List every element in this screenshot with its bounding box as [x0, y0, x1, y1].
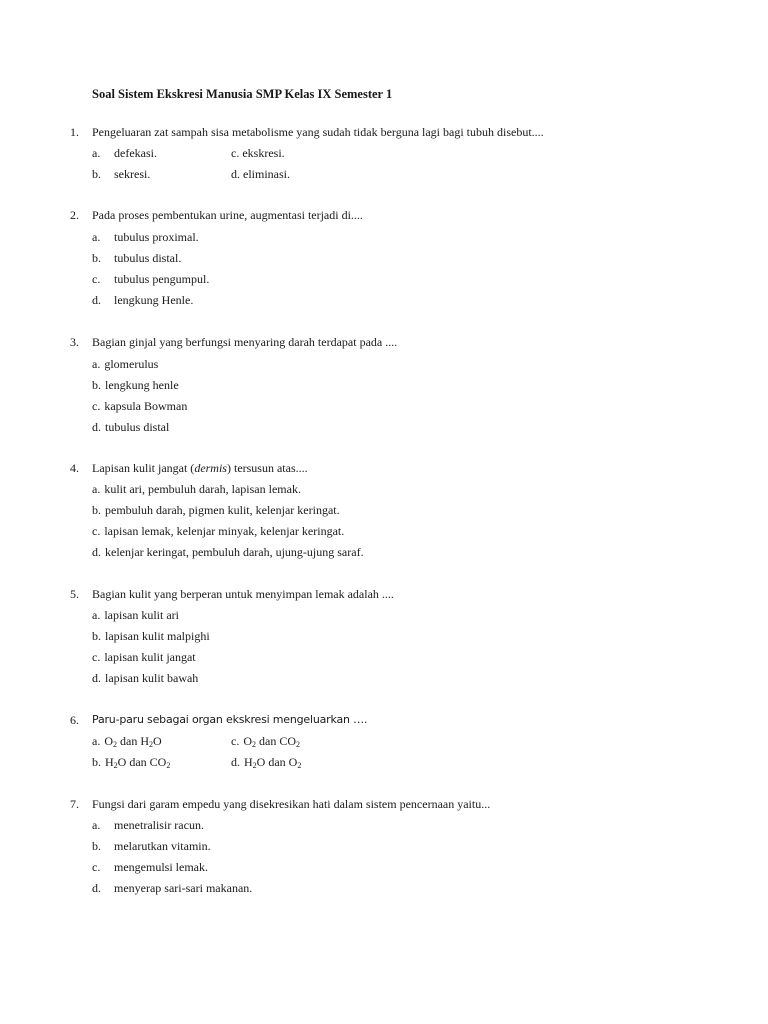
option-d: d. eliminasi.: [231, 167, 290, 181]
option-b: b. $H_2O$ dan $CO_2$: [92, 755, 171, 770]
option-b: b. lapisan kulit malpighi: [92, 629, 210, 643]
option-d: d. menyerap sari-sari makanan.: [92, 881, 253, 895]
question-text: Pengeluaran zat sampah sisa metabolisme yang sudah tidak berguna lagi bagi tubuh disebut....: [92, 125, 544, 139]
italic-term: dermis: [194, 461, 227, 475]
option-d: d. kelenjar keringat, pembuluh darah, ujung-ujung saraf.: [92, 545, 364, 559]
option-c: c. $O_2$ dan $CO_2$: [231, 734, 300, 749]
question-text: Pada proses pembentukan urine, augmentasi terjadi di....: [92, 208, 363, 222]
question-text: Bagian ginjal yang berfungsi menyaring darah terdapat pada ....: [92, 335, 398, 349]
question-number: 4.: [70, 461, 79, 475]
option-d: d. tubulus distal: [92, 420, 170, 434]
option-a: a. tubulus proximal.: [92, 230, 199, 244]
question-text: Fungsi dari garam empedu yang disekresikan hati dalam sistem pencernaan yaitu...: [92, 797, 491, 811]
option-b: b. sekresi.: [92, 167, 151, 181]
option-c: c. kapsula Bowman: [92, 399, 188, 413]
option-a: a. menetralisir racun.: [92, 818, 204, 832]
question-text: Paru-paru sebagai organ ekskresi mengeluarkan ….: [92, 713, 368, 726]
option-d: d. lengkung Henle.: [92, 293, 194, 307]
option-a: a. $O_2$ dan $H_2O$: [92, 734, 162, 749]
option-a: a. lapisan kulit ari: [92, 608, 179, 622]
option-c: c. ekskresi.: [231, 146, 285, 160]
option-c: c. mengemulsi lemak.: [92, 860, 208, 874]
page-title: Soal Sistem Ekskresi Manusia SMP Kelas IX Semester 1: [92, 87, 393, 101]
question-number: 2.: [70, 208, 79, 222]
option-a: a. glomerulus: [92, 357, 159, 371]
option-b: b. melarutkan vitamin.: [92, 839, 211, 853]
option-a: a. defekasi.: [92, 146, 157, 160]
option-d: d. lapisan kulit bawah: [92, 671, 199, 685]
question-text: Bagian kulit yang berperan untuk menyimpan lemak adalah ....: [92, 587, 394, 601]
question-number: 7.: [70, 797, 79, 811]
question-number: 6.: [70, 713, 79, 727]
question-number: 3.: [70, 335, 79, 349]
option-a: a. kulit ari, pembuluh darah, lapisan lemak.: [92, 482, 301, 496]
option-b: b. pembuluh darah, pigmen kulit, kelenjar keringat.: [92, 503, 340, 517]
option-c: c. lapisan lemak, kelenjar minyak, kelenjar keringat.: [92, 524, 345, 538]
question-text: Lapisan kulit jangat (dermis) tersusun atas....: [92, 461, 308, 475]
question-number: 1.: [70, 125, 79, 139]
question-number: 5.: [70, 587, 79, 601]
option-c: c. lapisan kulit jangat: [92, 650, 196, 664]
option-d: d. $H_2O$ dan $O_2$: [231, 755, 302, 770]
option-b: b. tubulus distal.: [92, 251, 182, 265]
option-b: b. lengkung henle: [92, 378, 179, 392]
option-c: c. tubulus pengumpul.: [92, 272, 210, 286]
